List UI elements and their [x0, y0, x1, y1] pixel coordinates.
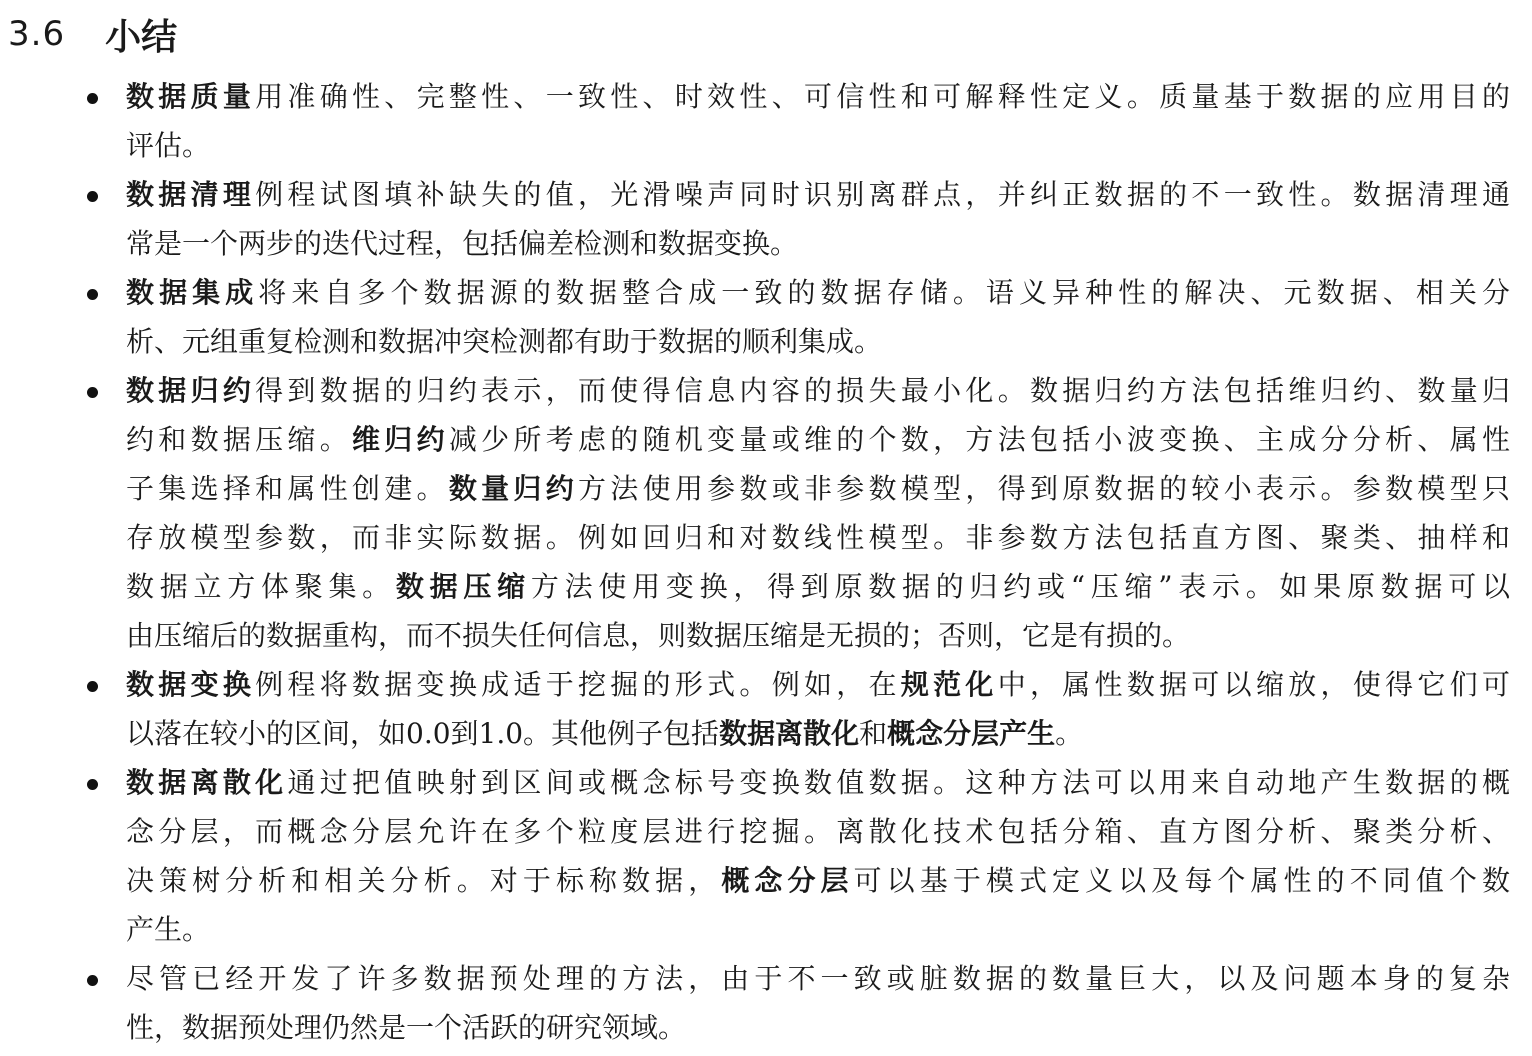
- summary-item: [0, 954, 1532, 1052]
- bullet-dot-icon: [87, 779, 98, 790]
- bullet-dot-icon: [87, 93, 98, 104]
- bold-term: 概念分层产生: [887, 717, 1056, 750]
- text-line: [126, 562, 1510, 611]
- text-line: [126, 660, 1510, 709]
- bold-term: 概念分层: [721, 864, 854, 897]
- text-segment: 用准确性、完整性、一致性、时效性、可信性和可解释性定义。质量基于数据的应用目的: [255, 80, 1510, 113]
- text-segment: 将来自多个数据源的数据整合成一致的数据存储。语义异种性的解决、元数据、相关分: [258, 276, 1510, 309]
- summary-item: [0, 660, 1532, 758]
- text-segment: 由压缩后的数据重构，而不损失任何信息，则数据压缩是无损的；否则，它是有损的。: [126, 619, 1191, 652]
- text-line: [126, 905, 1510, 954]
- text-segment: 例程将数据变换成适于挖掘的形式。例如，在: [255, 668, 901, 701]
- text-segment: 中，属性数据可以缩放，使得它们可: [997, 668, 1510, 701]
- bullet-dot-icon: [87, 289, 98, 300]
- text-segment: 常是一个两步的迭代过程，包括偏差检测和数据变换。: [126, 227, 799, 260]
- summary-item: [0, 758, 1532, 954]
- bullet-dot-icon: [87, 681, 98, 692]
- text-segment: 减少所考虑的随机变量或维的个数，方法包括小波变换、主成分分析、属性: [448, 423, 1510, 456]
- text-line: [126, 268, 1510, 317]
- text-line: [126, 758, 1510, 807]
- text-segment: 得到数据的归约表示，而使得信息内容的损失最小化。数据归约方法包括维归约、数量归: [255, 374, 1510, 407]
- section-heading: [8, 6, 177, 62]
- text-segment: 决策树分析和相关分析。对于标称数据，: [126, 864, 722, 897]
- section-number: 3.6: [8, 14, 66, 54]
- text-line: [126, 856, 1510, 905]
- text-segment: 子集选择和属性创建。: [126, 472, 449, 505]
- bold-term: 数据离散化: [126, 766, 288, 799]
- text-segment: 产生。: [126, 913, 211, 946]
- text-segment: 例程试图填补缺失的值，光滑噪声同时识别离群点，并纠正数据的不一致性。数据清理通: [255, 178, 1510, 211]
- text-line: [126, 807, 1510, 856]
- text-line: [126, 170, 1510, 219]
- text-line: [126, 219, 1510, 268]
- bold-term: 数量归约: [448, 472, 578, 505]
- text-line: [126, 72, 1510, 121]
- text-segment: 念分层，而概念分层允许在多个粒度层进行挖掘。离散化技术包括分箱、直方图分析、聚类分析、: [126, 815, 1510, 848]
- text-segment: 方法使用变换，得到原数据的归约或“压缩”表示。如果原数据可以: [530, 570, 1510, 603]
- text-segment: 和: [859, 717, 888, 750]
- text-segment: 通过把值映射到区间或概念标号变换数值数据。这种方法可以用来自动地产生数据的概: [287, 766, 1510, 799]
- summary-item: [0, 366, 1532, 660]
- summary-item: [0, 170, 1532, 268]
- summary-list: [0, 72, 1532, 1052]
- text-segment: 存放模型参数，而非实际数据。例如回归和对数线性模型。非参数方法包括直方图、聚类、抽样和: [126, 521, 1510, 554]
- text-line: [126, 121, 1510, 170]
- text-segment: 评估。: [126, 129, 211, 162]
- text-segment: 方法使用参数或非参数模型，得到原数据的较小表示。参数模型只: [578, 472, 1510, 505]
- text-line: [126, 611, 1510, 660]
- bold-term: 数据离散化: [719, 717, 860, 750]
- bold-term: 数据集成: [126, 276, 259, 309]
- text-line: [126, 954, 1510, 1003]
- text-segment: 尽管已经开发了许多数据预处理的方法，由于不一致或脏数据的数量巨大，以及问题本身的复杂: [126, 962, 1510, 995]
- text-segment: 可以基于模式定义以及每个属性的不同值个数: [853, 864, 1510, 897]
- text-segment: 。: [1055, 717, 1084, 750]
- bullet-dot-icon: [87, 975, 98, 986]
- text-line: [126, 317, 1510, 366]
- text-segment: 性，数据预处理仍然是一个活跃的研究领域。: [126, 1011, 687, 1044]
- text-segment: 析、元组重复检测和数据冲突检测都有助于数据的顺利集成。: [126, 325, 883, 358]
- bold-term: 数据归约: [126, 374, 256, 407]
- text-line: [126, 1003, 1510, 1052]
- bullet-dot-icon: [87, 387, 98, 398]
- bold-term: 数据变换: [126, 668, 256, 701]
- bold-term: 规范化: [900, 668, 998, 701]
- text-line: [126, 415, 1510, 464]
- text-line: [126, 513, 1510, 562]
- bullet-dot-icon: [87, 191, 98, 202]
- text-segment: 数据立方体聚集。: [126, 570, 396, 603]
- bold-term: 数据质量: [126, 80, 256, 113]
- text-line: [126, 464, 1510, 513]
- text-line: [126, 366, 1510, 415]
- text-segment: 以落在较小的区间，如0.0到1.0。其他例子包括: [126, 717, 720, 750]
- text-line: [126, 709, 1510, 758]
- section-title: 小结: [105, 16, 178, 58]
- bold-term: 维归约: [352, 423, 449, 456]
- summary-item: [0, 268, 1532, 366]
- bold-term: 数据压缩: [395, 570, 531, 603]
- summary-item: [0, 72, 1532, 170]
- bold-term: 数据清理: [126, 178, 256, 211]
- text-segment: 约和数据压缩。: [126, 423, 352, 456]
